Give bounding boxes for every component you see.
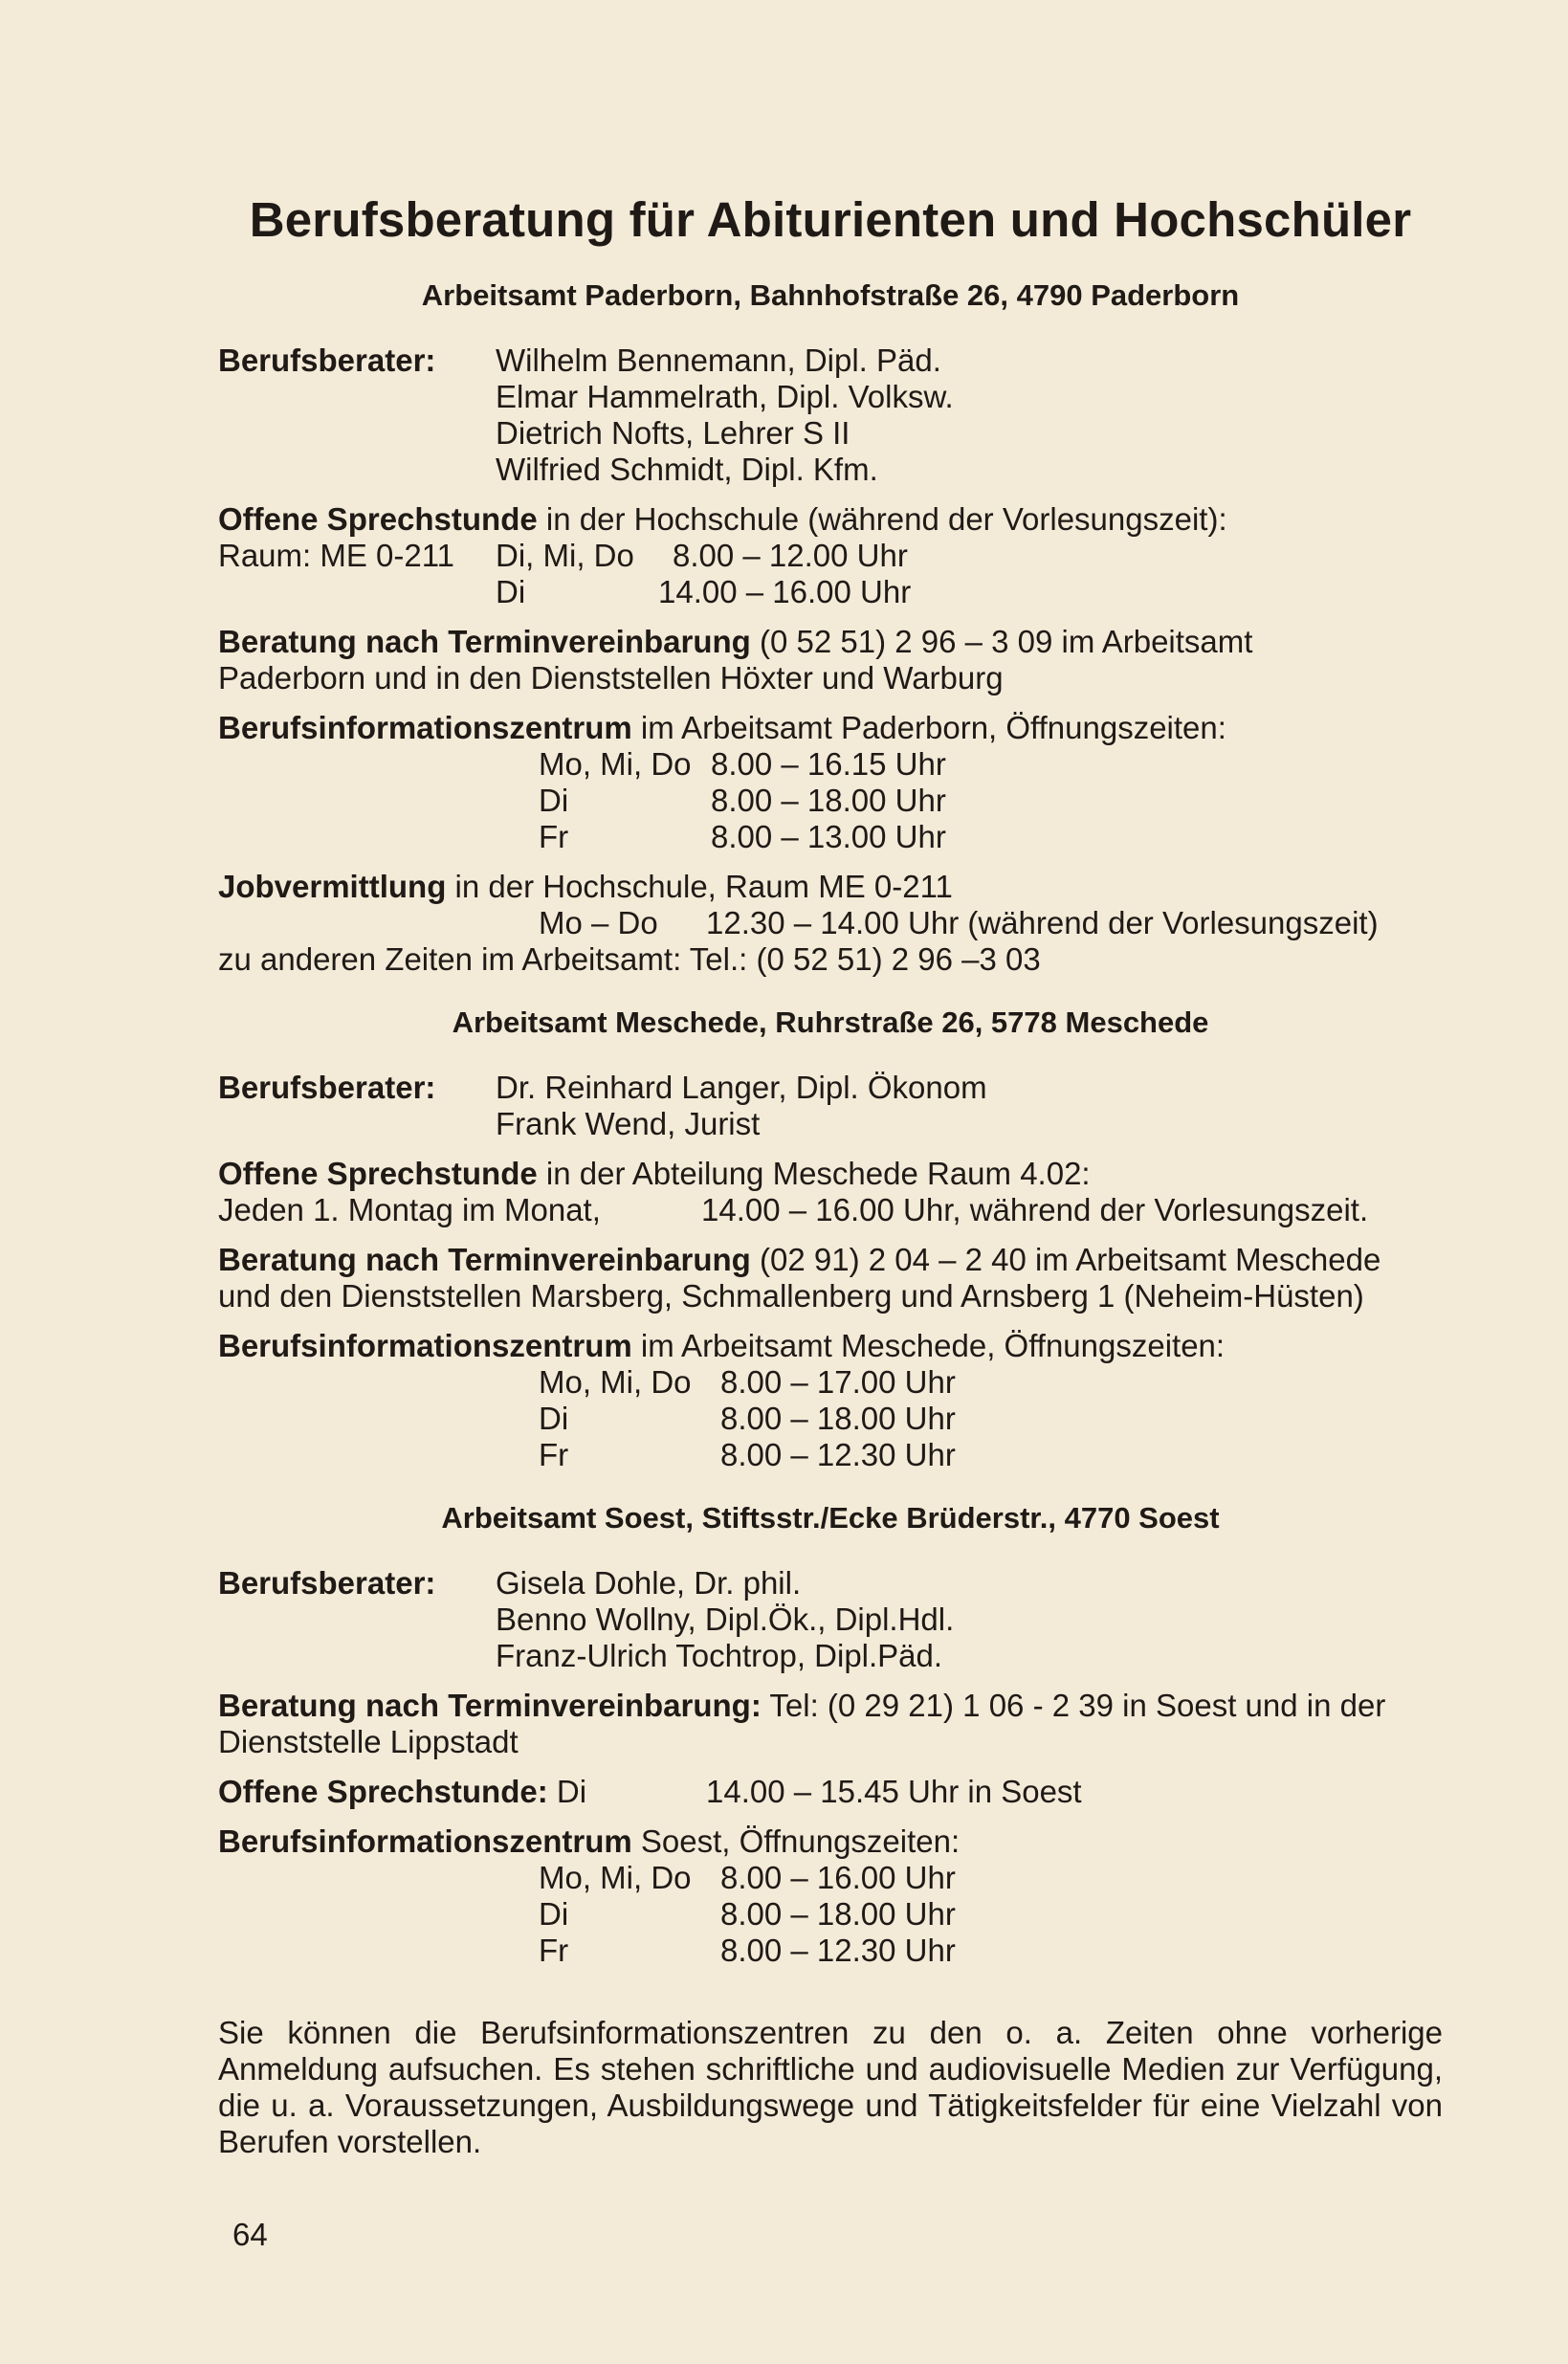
biz-time: 8.00 – 12.30 Uhr [720, 1933, 956, 1968]
job-text-2: zu anderen Zeiten im Arbeitsamt: Tel.: (0 52 51) 2 96 –3 03 [218, 941, 1041, 977]
termin-text: (02 91) 2 04 – 2 40 im Arbeitsamt Meschede [750, 1242, 1381, 1277]
berater-label: Berufsberater: [218, 1070, 436, 1105]
job-text: in der Hochschule, Raum ME 0-211 [446, 869, 953, 904]
biz-days: Di [539, 1896, 569, 1932]
biz-label: Berufsinformationszentrum [218, 1823, 632, 1859]
sprechstunde-label: Offene Sprechstunde [218, 501, 538, 537]
biz-block [218, 1823, 1443, 1969]
biz-row [218, 1364, 1443, 1401]
sprechstunde-label: Offene Sprechstunde [218, 1156, 538, 1191]
days-text: Di [547, 1774, 587, 1809]
berater-name: Dietrich Nofts, Lehrer S II [496, 415, 850, 451]
biz-days: Mo, Mi, Do [539, 746, 692, 782]
sprechstunde-row [218, 538, 1443, 574]
biz-text: Soest, Öffnungszeiten: [631, 1823, 961, 1859]
sprechstunde-row [218, 574, 1443, 610]
biz-row [218, 1933, 1443, 1969]
sprechstunde-row [218, 1774, 1443, 1810]
biz-row [218, 746, 1443, 783]
time-text: 8.00 – 12.00 Uhr [673, 538, 908, 573]
biz-days: Mo, Mi, Do [539, 1364, 692, 1400]
sprechstunde-text: in der Abteilung Meschede Raum 4.02: [537, 1156, 1091, 1191]
biz-block [218, 1328, 1443, 1473]
biz-time: 8.00 – 16.15 Uhr [711, 746, 946, 782]
berater-label: Berufsberater: [218, 1565, 436, 1601]
berater-name: Benno Wollny, Dipl.Ök., Dipl.Hdl. [496, 1602, 955, 1637]
sprechstunde-block [218, 1774, 1443, 1810]
berater-block [218, 1070, 1443, 1142]
berater-name: Elmar Hammelrath, Dipl. Volksw. [496, 379, 954, 414]
sprechstunde-label: Offene Sprechstunde: [218, 1774, 548, 1809]
job-block [218, 869, 1443, 978]
room-text [218, 574, 496, 610]
section-paderborn [218, 277, 1443, 978]
sprechstunde-row [218, 1192, 1443, 1228]
berater-name: Wilhelm Bennemann, Dipl. Päd. [496, 342, 941, 378]
biz-days: Di [539, 783, 569, 818]
job-label: Jobvermittlung [218, 869, 447, 904]
termin-text-2: Paderborn und in den Dienststellen Höxter und Warburg [218, 660, 1004, 696]
when-text: Jeden 1. Montag im Monat, [218, 1192, 601, 1227]
job-time: 12.30 – 14.00 Uhr (während der Vorlesungszeit) [706, 905, 1379, 940]
section-soest [218, 1500, 1443, 1969]
sprechstunde-block [218, 1156, 1443, 1228]
biz-time: 8.00 – 18.00 Uhr [720, 1896, 956, 1932]
biz-time: 8.00 – 12.30 Uhr [720, 1437, 956, 1472]
berater-label: Berufsberater: [218, 342, 436, 378]
termin-label: Beratung nach Terminvereinbarung: [218, 1688, 762, 1723]
termin-text: Tel: (0 29 21) 1 06 - 2 39 in Soest und in der [761, 1688, 1386, 1723]
page-title: Berufsberatung für Abiturienten und Hochschüler [249, 192, 1412, 247]
termin-text-2: Dienststelle Lippstadt [218, 1724, 519, 1759]
page-number: 64 [232, 2217, 268, 2252]
biz-days: Fr [539, 1437, 569, 1472]
sprechstunde-text: in der Hochschule (während der Vorlesungszeit): [537, 501, 1227, 537]
days-text: Di, Mi, Do [496, 538, 634, 573]
section-heading: Arbeitsamt Meschede, Ruhrstraße 26, 5778 Meschede [452, 1005, 1209, 1039]
room-text: Raum: ME 0-211 [218, 538, 454, 573]
days-text: Di [496, 574, 526, 609]
time-text: 14.00 – 15.45 Uhr in Soest [706, 1774, 1082, 1809]
closing-paragraph: Sie können die Berufsinformationszentren zu den o. a. Zeiten ohne vorherige Anmeldung aufsuchen. Es stehen schriftliche und audiovisuelle Medien zur Verfügung, die u. a. Voraussetzungen, Ausbildungswege und Tätigkeitsfelder für eine Vielzahl von Berufen vorstellen. [218, 2015, 1443, 2159]
section-meschede [218, 1005, 1443, 1473]
biz-days: Fr [539, 1933, 569, 1968]
berater-block [218, 342, 1443, 488]
biz-label: Berufsinformationszentrum [218, 710, 632, 745]
biz-time: 8.00 – 17.00 Uhr [720, 1364, 956, 1400]
berater-name: Wilfried Schmidt, Dipl. Kfm. [496, 452, 878, 487]
berater-list [496, 342, 954, 488]
berater-name: Gisela Dohle, Dr. phil. [496, 1565, 802, 1601]
section-heading: Arbeitsamt Soest, Stiftsstr./Ecke Brüderstr., 4770 Soest [441, 1501, 1220, 1535]
document-page [218, 191, 1443, 2160]
termin-block [218, 624, 1443, 696]
biz-block [218, 710, 1443, 855]
biz-row [218, 1896, 1443, 1933]
biz-text: im Arbeitsamt Meschede, Öffnungszeiten: [631, 1328, 1226, 1363]
termin-text: (0 52 51) 2 96 – 3 09 im Arbeitsamt [750, 624, 1253, 659]
biz-text: im Arbeitsamt Paderborn, Öffnungszeiten: [631, 710, 1226, 745]
biz-time: 8.00 – 18.00 Uhr [711, 783, 946, 818]
biz-row [218, 819, 1443, 855]
termin-label: Beratung nach Terminvereinbarung [218, 1242, 751, 1277]
biz-days: Mo, Mi, Do [539, 1860, 692, 1895]
berater-name: Frank Wend, Jurist [496, 1106, 761, 1141]
time-text: 14.00 – 16.00 Uhr, während der Vorlesungszeit. [701, 1192, 1369, 1227]
biz-days: Fr [539, 819, 569, 854]
section-heading: Arbeitsamt Paderborn, Bahnhofstraße 26, 4790 Paderborn [421, 278, 1240, 312]
biz-time: 8.00 – 18.00 Uhr [720, 1401, 956, 1436]
berater-list [496, 1070, 987, 1142]
termin-block [218, 1242, 1443, 1315]
berater-name: Franz-Ulrich Tochtrop, Dipl.Päd. [496, 1638, 943, 1673]
berater-block [218, 1565, 1443, 1674]
job-days: Mo – Do [539, 905, 658, 940]
sprechstunde-block [218, 501, 1443, 610]
biz-time: 8.00 – 13.00 Uhr [711, 819, 946, 854]
job-row [218, 905, 1443, 941]
time-text: 14.00 – 16.00 Uhr [658, 574, 912, 609]
berater-list [496, 1565, 954, 1674]
biz-time: 8.00 – 16.00 Uhr [720, 1860, 956, 1895]
termin-block [218, 1688, 1443, 1760]
biz-label: Berufsinformationszentrum [218, 1328, 632, 1363]
biz-row [218, 1437, 1443, 1473]
berater-name: Dr. Reinhard Langer, Dipl. Ökonom [496, 1070, 987, 1105]
biz-days: Di [539, 1401, 569, 1436]
termin-label: Beratung nach Terminvereinbarung [218, 624, 751, 659]
termin-text-2: und den Dienststellen Marsberg, Schmallenberg und Arnsberg 1 (Neheim-Hüsten) [218, 1278, 1364, 1314]
biz-row [218, 1401, 1443, 1437]
biz-row [218, 783, 1443, 819]
biz-row [218, 1860, 1443, 1896]
